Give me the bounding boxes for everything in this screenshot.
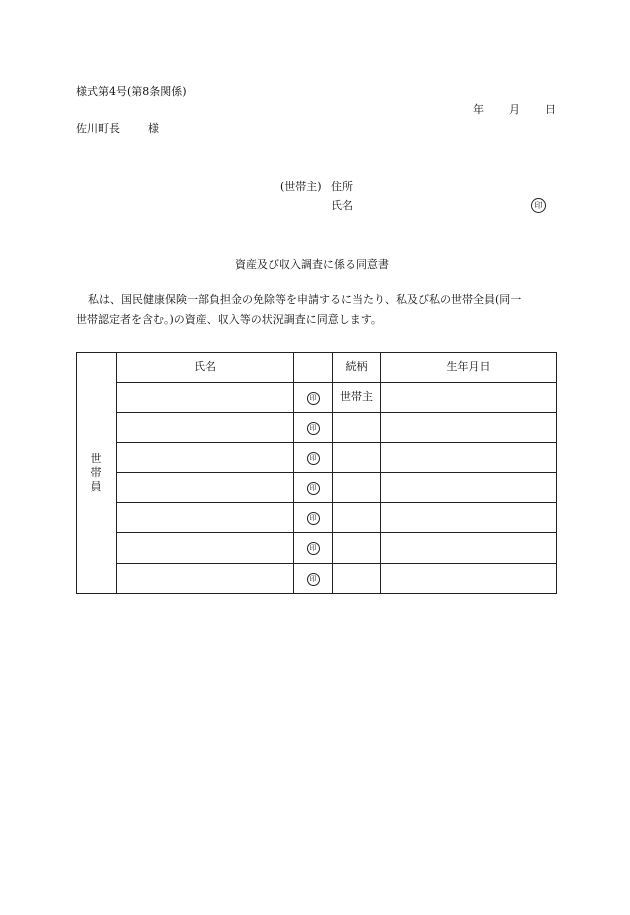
table-border-bottom [76,593,557,594]
seal-icon: 印 [307,573,320,586]
header-birthdate: 生年月日 [446,360,491,373]
document-title: 資産及び収入調査に係る同意書 [235,258,389,271]
table-column-rule [332,352,333,594]
seal-icon: 印 [307,542,320,555]
body-line-1: 私は、国民健康保険一部負担金の免除等を申請するに当たり、私及び私の世帯全員(同一 [88,293,522,306]
applicant-name-label: 氏名 [331,199,353,212]
addressee-honorific: 様 [148,122,159,135]
side-label-char: 世 [90,452,102,465]
household-member-table [76,352,557,594]
addressee: 佐川町長 [76,122,120,135]
side-label-char: 員 [90,480,102,493]
seal-icon: 印 [531,198,546,213]
side-label-char: 帯 [90,466,102,479]
form-number: 様式第4号(第8条関係) [76,85,187,98]
seal-icon: 印 [307,392,320,405]
applicant-role: (世帯主) [280,180,322,193]
table-rule [116,532,557,533]
table-column-rule [380,352,381,594]
table-column-rule [293,352,294,594]
body-line-2: 世帯認定者を含む。)の資産、収入等の状況調査に同意します。 [76,313,382,326]
table-column-rule [116,352,117,594]
table-rule [116,502,557,503]
seal-icon: 印 [307,512,320,525]
row-1-relation[interactable]: 世帯主 [340,390,373,403]
table-rule [116,382,557,383]
header-relation: 続柄 [345,360,368,373]
table-rule [116,563,557,564]
table-rule [116,472,557,473]
header-name: 氏名 [194,360,216,373]
seal-icon: 印 [307,422,320,435]
table-border-right [556,352,557,594]
date-year-label: 年 [473,103,484,116]
seal-icon: 印 [307,482,320,495]
table-rule [116,412,557,413]
date-day-label: 日 [545,103,556,116]
seal-icon: 印 [307,452,320,465]
table-border-top [76,352,557,353]
date-month-label: 月 [509,103,520,116]
table-rule [116,442,557,443]
address-label: 住所 [331,180,353,193]
